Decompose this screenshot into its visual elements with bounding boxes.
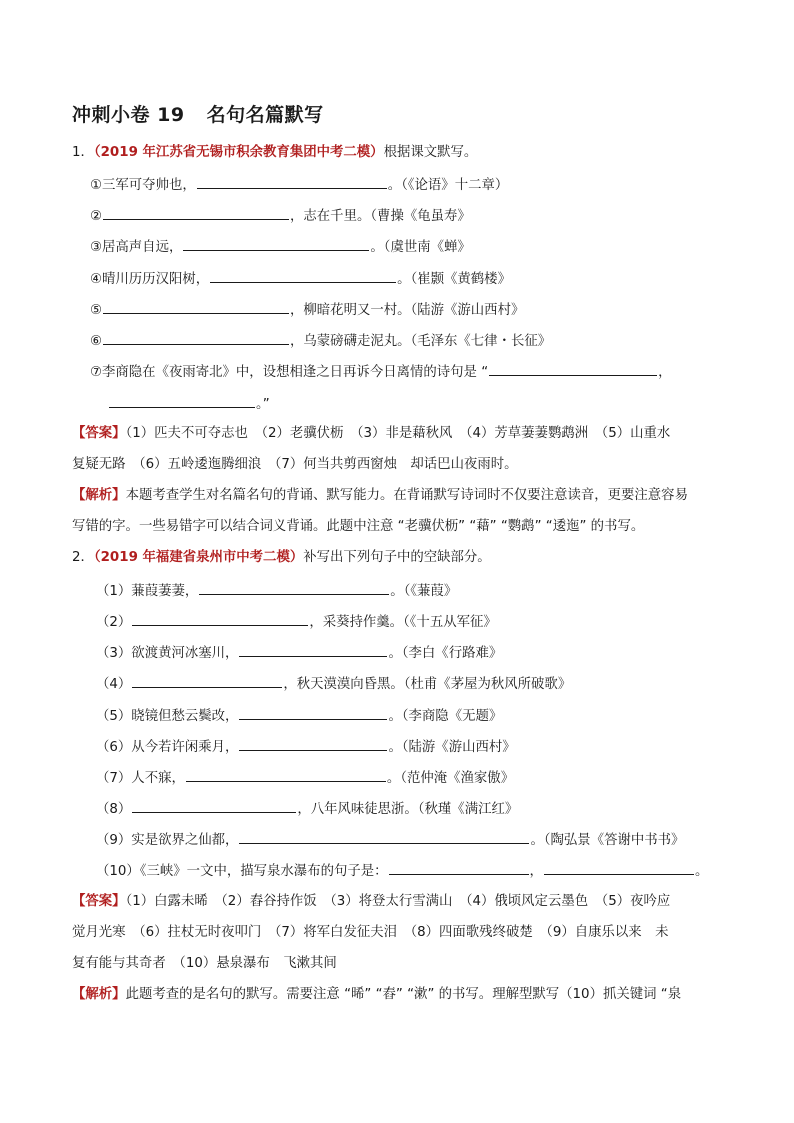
answer-blank[interactable]	[132, 673, 282, 688]
q2-analysis: 【解析】此题考查的是名句的默写。需要注意 “晞” “舂” “漱” 的书写。理解型默写（10）抓关键词 “泉	[72, 987, 682, 1002]
answer-blank[interactable]	[103, 299, 289, 314]
q1-item-7-cont: 。”	[108, 393, 270, 415]
q1-analysis-cont: 写错的字。一些易错字可以结合词义背诵。此题中注意 “老骥伏枥” “藉” “鹦鹉” “逶迤” 的书写。	[72, 519, 645, 534]
answer-blank[interactable]	[103, 205, 289, 220]
answer-blank[interactable]	[210, 268, 396, 283]
title-part2: 名句名篇默写	[206, 104, 324, 126]
answer-blank[interactable]	[109, 393, 255, 408]
q1-item-3: ③居高声自远， 。（虞世南《蝉》	[90, 236, 471, 258]
q2-item-4: （4） ，秋天漠漠向昏黑。（杜甫《茅屋为秋风所破歌》	[96, 673, 571, 695]
q1-item-4: ④晴川历历汉阳树， 。（崔颢《黄鹤楼》	[90, 268, 511, 290]
question-1-header: 1．（2019 年江苏省无锡市积余教育集团中考二模）根据课文默写。	[72, 145, 478, 160]
answer-blank[interactable]	[103, 330, 289, 345]
answer-blank[interactable]	[197, 174, 387, 189]
answer-blank[interactable]	[183, 236, 369, 251]
answer-tag: 【答案】	[72, 894, 126, 909]
question-1-instruction: 根据课文默写。	[383, 145, 478, 160]
q2-item-10: （10）《三峡》一文中，描写泉水瀑布的句子是： ， 。	[96, 860, 708, 882]
answer-tag: 【答案】	[72, 426, 126, 441]
q2-item-3: （3）欲渡黄河冰塞川， 。（李白《行路难》	[96, 642, 502, 664]
page-title	[72, 100, 324, 127]
answer-blank[interactable]	[489, 361, 657, 376]
question-1-source: （2019 年江苏省无锡市积余教育集团中考二模）	[93, 145, 384, 160]
q2-item-5: （5）晓镜但愁云鬓改， 。（李商隐《无题》	[96, 705, 502, 727]
q2-answer: 【答案】（1）白露未晞 （2）舂谷持作饭 （3）将登太行雪满山 （4）俄顷风定云墨色 （5）夜吟应	[72, 894, 671, 909]
q1-analysis: 【解析】本题考查学生对名篇名句的背诵、默写能力。在背诵默写诗词时不仅要注意读音，更要注意容易	[72, 488, 688, 503]
question-2-source: （2019 年福建省泉州市中考二模）	[93, 550, 304, 565]
q2-item-9: （9）实是欲界之仙都， 。（陶弘景《答谢中书书》	[96, 829, 684, 851]
q1-item-1: ①三军可夺帅也， 。（《论语》十二章）	[90, 174, 508, 196]
q2-item-6: （6）从今若许闲乘月， 。（陆游《游山西村》	[96, 736, 516, 758]
q1-item-6: ⑥ ，乌蒙磅礴走泥丸。（毛泽东《七律・长征》	[90, 330, 551, 352]
q1-answer: 【答案】（1）匹夫不可夺志也 （2）老骥伏枥 （3）非是藉秋风 （4）芳草萋萋鹦鹉洲 （5）山重水	[72, 426, 671, 441]
answer-blank[interactable]	[186, 767, 386, 782]
q2-item-8: （8） ，八年风味徒思浙。（秋瑾《满江红》	[96, 798, 518, 820]
q1-item-5: ⑤ ，柳暗花明又一村。（陆游《游山西村》	[90, 299, 524, 321]
q2-item-1: （1）蒹葭萋萋， 。（《蒹葭》	[96, 580, 457, 602]
answer-blank[interactable]	[132, 611, 308, 626]
answer-blank[interactable]	[239, 829, 529, 844]
q2-answer-cont: 觉月光寒 （6）拄杖无时夜叩门 （7）将军白发征夫泪 （8）四面歌残终破楚 （9）自康乐以来 未	[72, 925, 669, 940]
answer-blank[interactable]	[132, 798, 296, 813]
q1-item-2: ② ，志在千里。（曹操《龟虽寿》	[90, 205, 471, 227]
q2-item-2: （2） ，采葵持作羹。（《十五从军征》	[96, 611, 497, 633]
answer-blank[interactable]	[544, 860, 694, 875]
q2-answer-cont: 复有能与其奇者 （10）悬泉瀑布 飞漱其间	[72, 956, 337, 971]
answer-blank[interactable]	[199, 580, 389, 595]
analysis-tag: 【解析】	[72, 488, 126, 503]
q2-item-7: （7）人不寐， 。（范仲淹《渔家傲》	[96, 767, 514, 789]
q1-item-7: ⑦李商隐在《夜雨寄北》中，设想相逢之日再诉今日离情的诗句是 “ ，	[90, 361, 672, 383]
answer-blank[interactable]	[239, 705, 387, 720]
title-part1: 冲刺小卷 19	[72, 104, 185, 126]
answer-blank[interactable]	[389, 860, 529, 875]
analysis-tag: 【解析】	[72, 987, 126, 1002]
answer-blank[interactable]	[239, 642, 387, 657]
question-2-instruction: 补写出下列句子中的空缺部分。	[303, 550, 491, 565]
q1-answer-cont: 复疑无路 （6）五岭逶迤腾细浪 （7）何当共剪西窗烛 却话巴山夜雨时。	[72, 457, 518, 472]
question-2-header: 2．（2019 年福建省泉州市中考二模）补写出下列句子中的空缺部分。	[72, 550, 491, 565]
answer-blank[interactable]	[239, 736, 387, 751]
